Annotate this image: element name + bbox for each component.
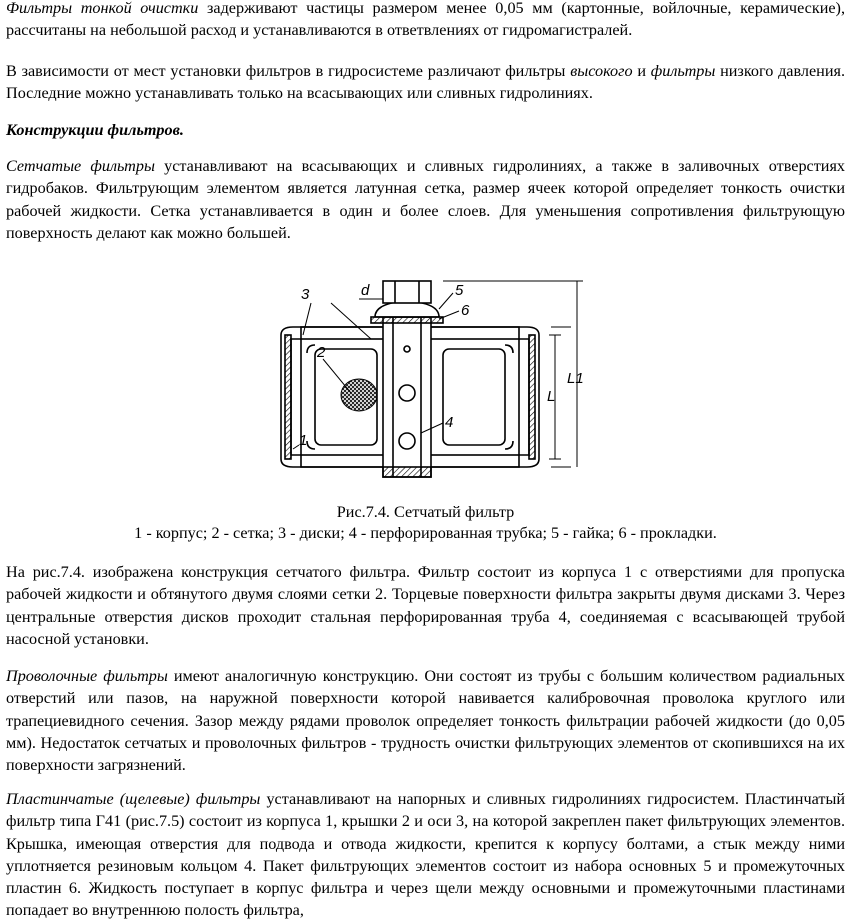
paragraph-mesh-filters [6,155,845,244]
label-3: 3 [301,286,310,303]
label-6: 6 [461,302,470,319]
paragraph-fine-filters [6,0,845,42]
term-filters: фильтры [650,62,716,80]
paragraph-text: устанавливают на всасывающих и сливных гидролиниях, а также в заливочных отверстиях гидробаков. Фильтрующим элементом является латунная сетка, размер ячеек которой определяет тонкость очистки рабочей жидкости. Сетка устанавливается в один и более слоев. Для уменьшения сопротивления фильтрующую поверхность делают как можно большей. [6,157,845,242]
section-heading: Конструкции фильтров. [6,121,184,139]
paragraph-wire-filters [6,665,845,776]
label-5: 5 [455,282,464,299]
label-L1: L1 [567,370,584,387]
term-wire-filters: Проволочные фильтры [6,667,168,685]
paragraph-pressure-types [6,60,845,105]
paragraph-figure-description: На рис.7.4. изображена конструкция сетчатого фильтра. Фильтр состоит из корпуса 1 с отверстиями для пропуска рабочей жидкости и обтянутого двумя слоями сетки 2. Торцевые поверхности фильтра закрыты двумя дисками 3. Через центральные отверстия дисков проходит стальная перфорированная труба 4, соединяемая с всасывающей трубой насосной установки. [6,563,845,648]
figure-caption-legend: 1 - корпус; 2 - сетка; 3 - диски; 4 - перфорированная трубка; 5 - гайка; 6 - прокладки. [134,524,717,542]
label-2: 2 [317,344,326,361]
label-d: d [361,282,370,299]
label-4: 4 [445,414,454,431]
paragraph-text: устанавливают на напорных и сливных гидролиниях гидросистем. Пластинчатый фильтр типа Г41 (рис.7.5) состоит из корпуса 1, крышки 2 и оси 3, на которой закреплен пакет фильтрующих элементов. Крышка, имеющая отверстия для подвода и отвода жидкости, крепится к корпусу болтами, а стык между ними уплотняется резиновым кольцом 4. Пакет фильтрующих элементов состоит из набора основных 5 и промежуточных пластин 6. Жидкость поступает в корпус фильтра и через щели между основными и промежуточными пластинами попадает во внутреннюю полость фильтра, [6,790,845,920]
figure-caption-title: Рис.7.4. Сетчатый фильтр [336,503,515,521]
paragraph-text: В зависимости от мест установки фильтров в гидросистеме различают фильтры [6,62,571,80]
term-mesh-filters: Сетчатые фильтры [6,157,155,175]
term-high: высокого [570,62,633,80]
label-1: 1 [299,432,308,449]
mesh-filter-drawing [271,273,589,503]
term-plate-filters: Пластинчатые (щелевые) фильтры [6,790,261,808]
paragraph-text: и [632,62,651,80]
paragraph-text: имеют аналогичную конструкцию. Они состоят из трубы с большим количеством радиальных отверстий или пазов, на наружной поверхности которой навивается калибровочная проволока круглого или трапециевидного сечения. Зазор между рядами проволок определяет тонкость фильтрации рабочей жидкости (до 0,05 мм). Недостаток сетчатых и проволочных фильтров - трудность очистки фильтрующих элементов от скопившихся на их поверхности загрязнений. [6,667,845,775]
term-fine-filters: Фильтры тонкой очистки [6,0,199,17]
paragraph-plate-filters [6,788,845,922]
paragraph-text: низкого давления. Последние можно устанавливать только на всасывающих или сливных гидролиниях. [6,62,846,103]
paragraph-text: задерживают частицы размером менее 0,05 мм (картонные, войлочные, керамические), рассчитаны на небольшой расход и устанавливаются в ответвлениях от гидромагистралей. [6,0,845,40]
label-L: L [547,388,556,405]
